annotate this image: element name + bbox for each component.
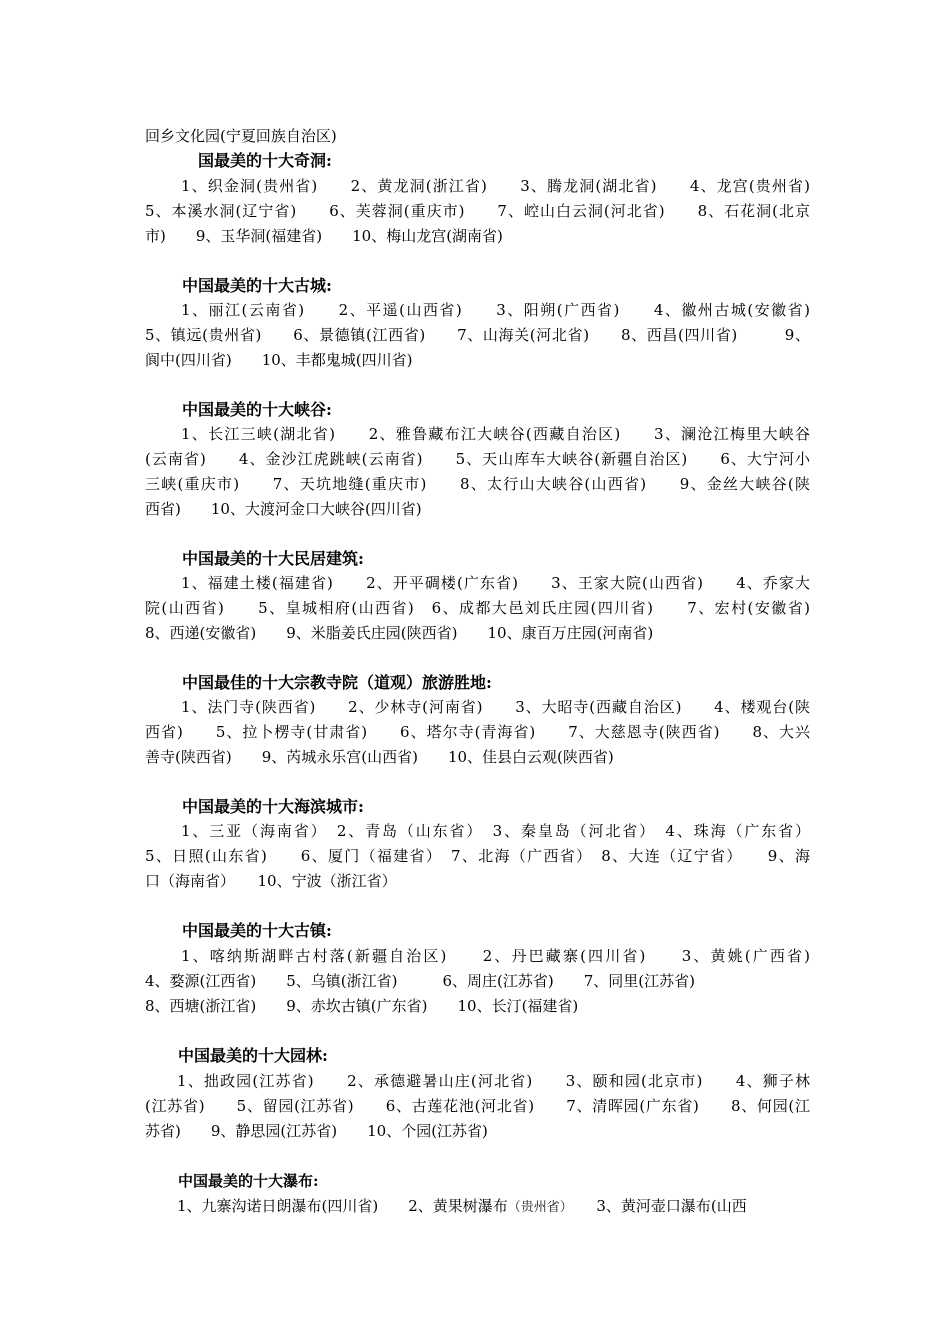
section-body-ancient-towns — [145, 944, 810, 1019]
section-body-caves — [145, 174, 810, 249]
text-line: 善寺(陕西省) 9、芮城永乐宫(山西省) 10、佳县白云观(陕西省) — [145, 748, 614, 766]
section-title-waterfalls: 中国最美的十大瀑布: — [178, 1172, 319, 1190]
section-title-ancient-cities: 中国最美的十大古城: — [182, 276, 332, 295]
section-body-ancient-cities — [145, 298, 810, 373]
text-line: 5、本溪水洞(辽宁省) 6、芙蓉洞(重庆市) 7、崆山白云洞(河北省) 8、石花洞(北京 — [145, 202, 810, 220]
text-line: 5、镇远(贵州省) 6、景德镇(江西省) 7、山海关(河北省) 8、西昌(四川省) 9、 — [145, 326, 810, 344]
text-line: 口（海南省） 10、宁波（浙江省） — [145, 872, 397, 890]
waterfall-item-3: 3、黄河壶口瀑布(山西 — [596, 1197, 747, 1215]
text-line: 1、织金洞(贵州省) 2、黄龙洞(浙江省) 3、腾龙洞(湖北省) 4、龙宫(贵州省) — [181, 177, 810, 195]
section-title-temples: 中国最佳的十大宗教寺院（道观）旅游胜地: — [182, 673, 492, 692]
waterfall-item-1-2: 1、九寨沟诺日朗瀑布(四川省) 2、黄果树瀑布 — [177, 1197, 508, 1215]
text-line: 1、喀纳斯湖畔古村落(新疆自治区) 2、丹巴藏寨(四川省) 3、黄姚(广西省) — [181, 947, 810, 965]
text-line: 西省) 5、拉卜楞寺(甘肃省) 6、塔尔寺(青海省) 7、大慈恩寺(陕西省) 8、大兴 — [145, 723, 810, 741]
section-body-waterfalls — [145, 1194, 810, 1219]
text-line: 院(山西省) 5、皇城相府(山西省) 6、成都大邑刘氏庄园(四川省) 7、宏村(安徽省) — [145, 599, 810, 617]
text-line: 市) 9、玉华洞(福建省) 10、梅山龙宫(湖南省) — [145, 227, 503, 245]
section-title-caves: 国最美的十大奇洞: — [198, 151, 332, 170]
text-line: 阆中(四川省) 10、丰都鬼城(四川省) — [145, 351, 413, 369]
text-line: 1、长江三峡(湖北省) 2、雅鲁藏布江大峡谷(西藏自治区) 3、澜沧江梅里大峡谷 — [181, 425, 810, 443]
text-line: 苏省) 9、静思园(江苏省) 10、个园(江苏省) — [145, 1122, 488, 1140]
intro-line: 回乡文化园(宁夏回族自治区) — [145, 127, 337, 145]
section-body-temples — [145, 695, 810, 770]
text-line: 1、福建土楼(福建省) 2、开平碉楼(广东省) 3、王家大院(山西省) 4、乔家大 — [181, 574, 810, 592]
section-title-dwellings: 中国最美的十大民居建筑: — [182, 549, 364, 568]
text-line: (江苏省) 5、留园(江苏省) 6、古莲花池(河北省) 7、清晖园(广东省) 8、何园(江 — [145, 1097, 810, 1115]
waterfall-province-note: （贵州省） — [507, 1200, 567, 1215]
text-line: 1、法门寺(陕西省) 2、少林寺(河南省) 3、大昭寺(西藏自治区) 4、楼观台(陕 — [181, 698, 810, 716]
section-body-canyons — [145, 422, 810, 522]
text-line: 8、西递(安徽省) 9、米脂姜氏庄园(陕西省) 10、康百万庄园(河南省) — [145, 624, 654, 642]
section-title-gardens: 中国最美的十大园林: — [178, 1046, 328, 1065]
text-line: 4、婺源(江西省) 5、乌镇(浙江省) 6、周庄(江苏省) 7、同里(江苏省) — [145, 972, 695, 990]
section-body-dwellings — [145, 571, 810, 646]
text-line: 5、日照(山东省) 6、厦门（福建省） 7、北海（广西省） 8、大连（辽宁省） 9、海 — [145, 847, 810, 865]
text-line: 1、拙政园(江苏省) 2、承德避暑山庄(河北省) 3、颐和园(北京市) 4、狮子林 — [177, 1072, 810, 1090]
section-title-coastal-cities: 中国最美的十大海滨城市: — [182, 797, 364, 816]
section-title-canyons: 中国最美的十大峡谷: — [182, 400, 332, 419]
section-body-coastal-cities — [145, 819, 810, 894]
text-line: 1、丽江(云南省) 2、平遥(山西省) 3、阳朔(广西省) 4、徽州古城(安徽省) — [181, 301, 810, 319]
text-line: 西省) 10、大渡河金口大峡谷(四川省) — [145, 500, 422, 518]
text-line: (云南省) 4、金沙江虎跳峡(云南省) 5、天山库车大峡谷(新疆自治区) 6、大宁河小 — [145, 450, 810, 468]
text-line — [145, 1194, 810, 1219]
text-line: 三峡(重庆市) 7、天坑地缝(重庆市) 8、太行山大峡谷(山西省) 9、金丝大峡谷(陕 — [145, 475, 810, 493]
section-body-gardens — [145, 1069, 810, 1144]
text-line: 1、三亚（海南省） 2、青岛（山东省） 3、秦皇岛（河北省） 4、珠海（广东省） — [181, 822, 810, 840]
text-line: 8、西塘(浙江省) 9、赤坎古镇(广东省) 10、长汀(福建省) — [145, 997, 579, 1015]
section-title-ancient-towns: 中国最美的十大古镇: — [182, 921, 332, 940]
